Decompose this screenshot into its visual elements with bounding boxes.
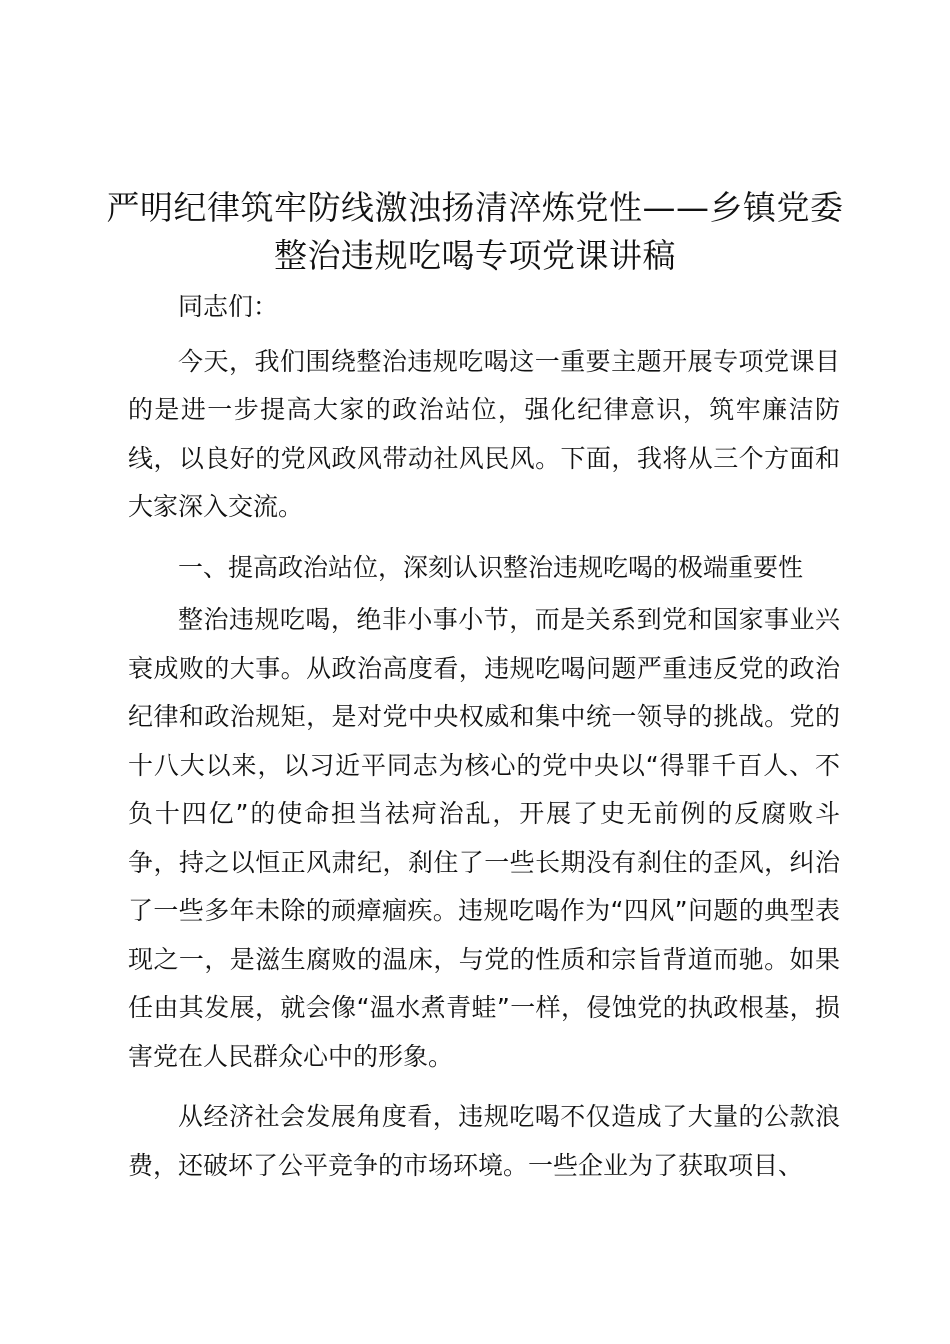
section-heading-1: 一、提高政治站位，深刻认识整治违规吃喝的极端重要性 xyxy=(178,552,804,582)
document-body xyxy=(128,283,840,1190)
document-title: 严明纪律筑牢防线激浊扬清淬炼党性——乡镇党委整治违规吃喝专项党课讲稿 xyxy=(106,188,844,275)
greeting: 同志们： xyxy=(178,292,279,321)
paragraph-intro: 今天，我们围绕整治违规吃喝这一重要主题开展专项党课目的是进一步提高大家的政治站位，强化纪律意识，筑牢廉洁防线，以良好的党风政风带动社风民风。下面，我将从三个方面和大家深入交流。 xyxy=(128,346,840,521)
paragraph-economic: 从经济社会发展角度看，违规吃喝不仅造成了大量的公款浪费，还破坏了公平竞争的市场环境。一些企业为了获取项目、 xyxy=(128,1102,840,1180)
paragraph-political: 整治违规吃喝，绝非小事小节，而是关系到党和国家事业兴衰成败的大事。从政治高度看，违规吃喝问题严重违反党的政治纪律和政治规矩，是对党中央权威和集中统一领导的挑战。党的十八大以来，以习近平同志为核心的党中央以“得罪千百人、不负十四亿”的使命担当祛疴治乱，开展了史无前例的反腐败斗争，持之以恒正风肃纪，刹住了一些长期没有刹住的歪风，纠治了一些多年未除的顽瘴痼疾。违规吃喝作为“四风”问题的典型表现之一，是滋生腐败的温床，与党的性质和宗旨背道而驰。如果任由其发展，就会像“温水煮青蛙”一样，侵蚀党的执政根基，损害党在人民群众心中的形象。 xyxy=(128,605,840,1071)
